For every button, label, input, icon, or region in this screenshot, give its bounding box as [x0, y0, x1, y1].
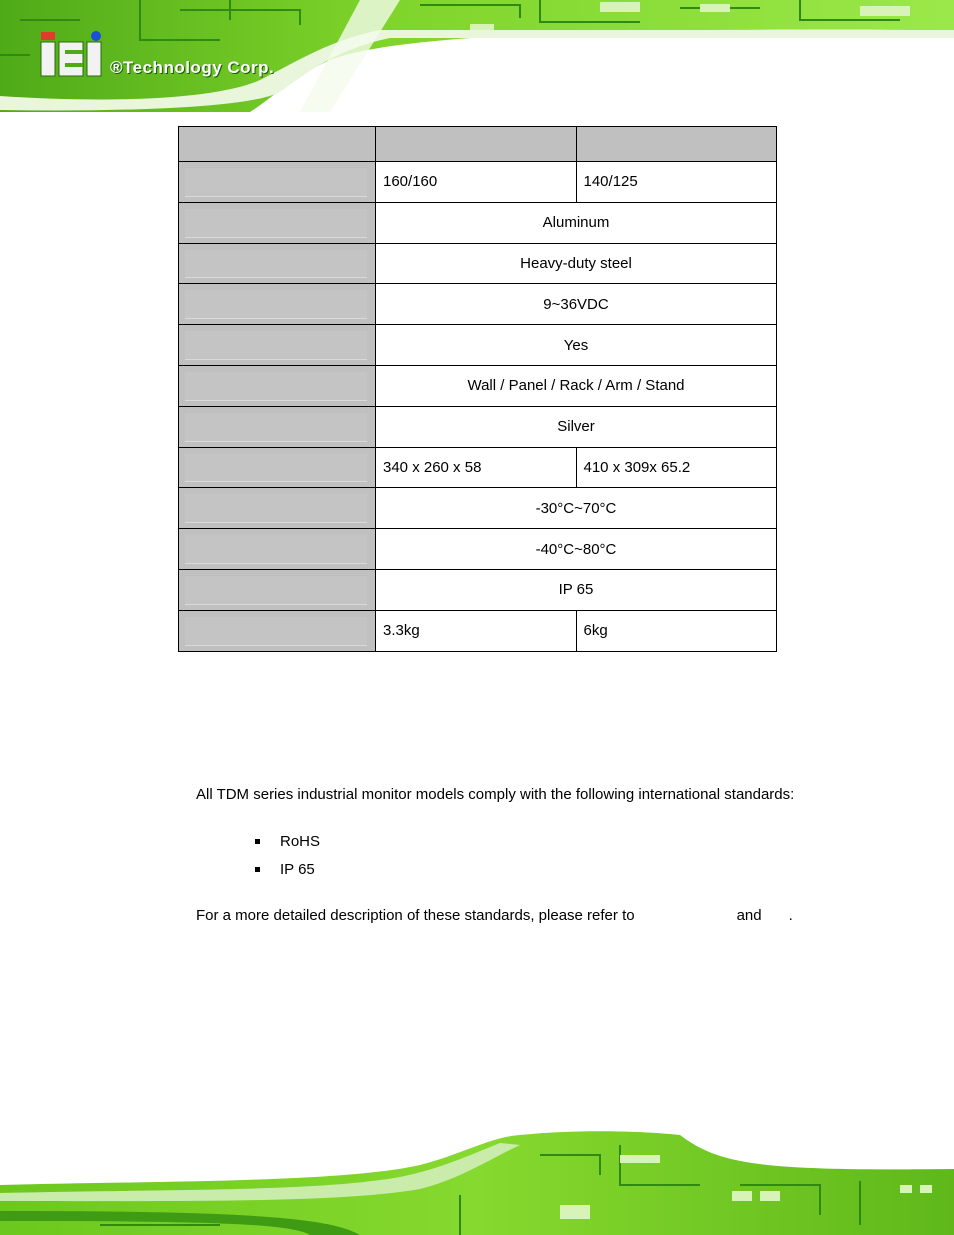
row-label-cell — [179, 488, 376, 529]
row-label-cell — [179, 447, 376, 488]
table-row — [179, 529, 777, 570]
table-row — [179, 365, 777, 406]
list-item: RoHS — [255, 832, 320, 860]
row-label-cell — [179, 162, 376, 203]
row-label-cell — [179, 365, 376, 406]
page-footer-banner — [0, 1125, 954, 1235]
row-label-cell — [179, 284, 376, 325]
table-cell: Heavy-duty steel — [376, 243, 777, 284]
table-row — [179, 243, 777, 284]
table-row — [179, 488, 777, 529]
table-cell: 140/125 — [576, 162, 777, 203]
circuit-board-graphic — [0, 1125, 954, 1235]
table-cell: 9~36VDC — [376, 284, 777, 325]
table-row — [179, 162, 777, 203]
table-cell: IP 65 — [376, 569, 777, 610]
table-row — [179, 202, 777, 243]
table-cell: Wall / Panel / Rack / Arm / Stand — [376, 365, 777, 406]
circuit-board-graphic — [0, 0, 954, 112]
table-row — [179, 325, 777, 366]
bullet-icon — [255, 839, 260, 844]
table-cell: Aluminum — [376, 202, 777, 243]
table-header-row — [179, 127, 777, 162]
specification-table — [178, 126, 777, 652]
table-row — [179, 610, 777, 651]
compliance-intro: All TDM series industrial monitor models comply with the following international standards: — [196, 786, 795, 803]
company-name: ®Technology Corp. — [110, 58, 275, 77]
table-cell: 6kg — [576, 610, 777, 651]
standards-list — [255, 832, 320, 888]
table-cell: 160/160 — [376, 162, 577, 203]
detail-end: . — [788, 907, 793, 924]
row-label-cell — [179, 569, 376, 610]
detail-text: For a more detailed description of these standards, please refer to — [196, 907, 635, 924]
header-cell — [576, 127, 777, 162]
page-header-banner — [0, 0, 954, 112]
table-cell: 3.3kg — [376, 610, 577, 651]
table-cell: -40°C~80°C — [376, 529, 777, 570]
table-cell: Silver — [376, 406, 777, 447]
table-row — [179, 406, 777, 447]
row-label-cell — [179, 529, 376, 570]
table-cell: 340 x 260 x 58 — [376, 447, 577, 488]
table-cell: 410 x 309x 65.2 — [576, 447, 777, 488]
table-row — [179, 569, 777, 610]
row-label-cell — [179, 610, 376, 651]
compliance-detail — [196, 907, 793, 924]
row-label-cell — [179, 406, 376, 447]
row-label-cell — [179, 243, 376, 284]
table-cell: Yes — [376, 325, 777, 366]
bullet-icon — [255, 867, 260, 872]
detail-and: and — [736, 907, 762, 924]
table-cell: -30°C~70°C — [376, 488, 777, 529]
header-cell — [179, 127, 376, 162]
row-label-cell — [179, 325, 376, 366]
table-row — [179, 447, 777, 488]
header-cell — [376, 127, 577, 162]
table-row — [179, 284, 777, 325]
list-item: IP 65 — [255, 860, 320, 888]
row-label-cell — [179, 202, 376, 243]
